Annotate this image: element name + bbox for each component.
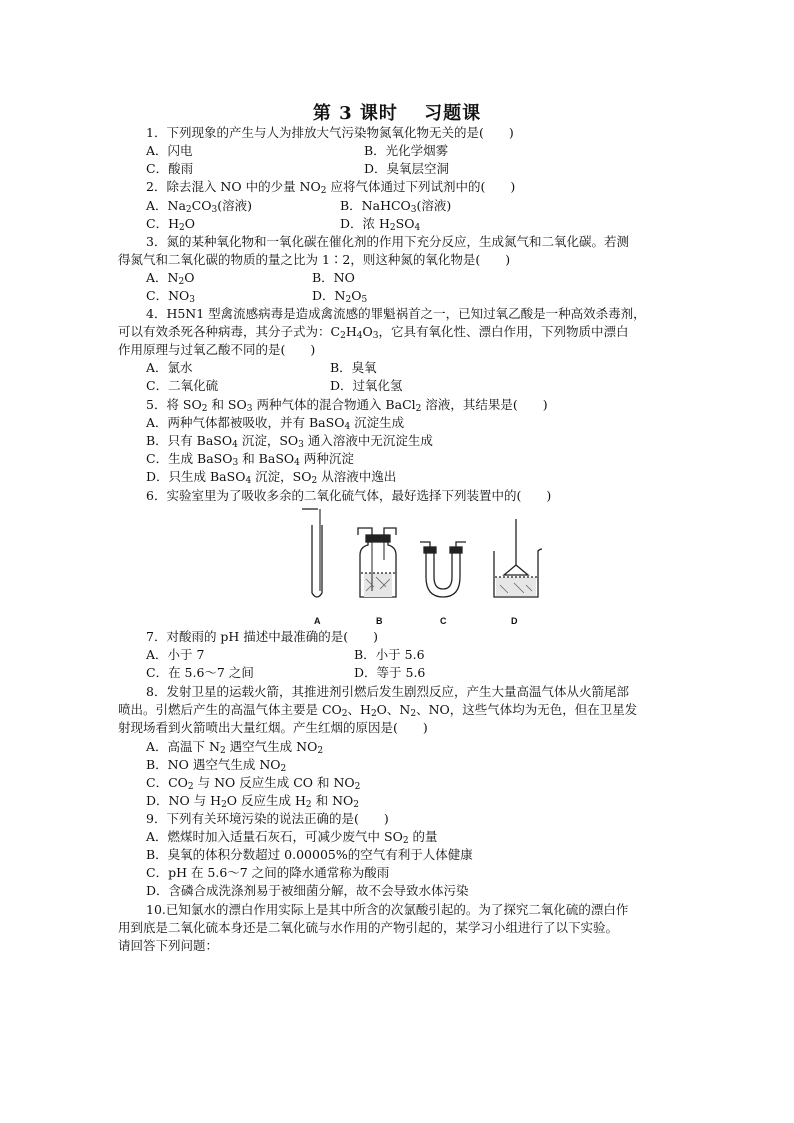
q2-option-c: C．$H_2O$: [146, 216, 195, 233]
q7-option-c: C．在 5.6～7 之间: [146, 665, 254, 680]
q1-option-b: B．光化学烟雾: [364, 143, 449, 158]
q4-option-b: B．臭氧: [330, 360, 377, 375]
q7-option-d: D．等于 5.6: [354, 665, 426, 680]
q7-option-a: A．小于 7: [146, 647, 205, 662]
q8-stem-line3: 射现场看到火箭喷出大量红烟。产生红烟的原因是( ): [118, 720, 428, 735]
q4-stem-line3: 作用原理与过氧乙酸不同的是( ): [118, 342, 316, 357]
apparatus-d-beaker-funnel: [494, 519, 542, 597]
q5-stem: 5．将 $SO_2$ 和 $SO_3$ 两种气体的混合物通入 BaCl$_2$ 溶液，其结果是( ): [146, 397, 548, 414]
q1-option-a: A．闪电: [146, 143, 193, 158]
q9-option-c: C．pH 在 5.6～7 之间的降水通常称为酸雨: [146, 865, 390, 880]
q9-stem: 9．下列有关环境污染的说法正确的是( ): [146, 811, 389, 826]
q8-option-a: A．高温下 $N_2$ 遇空气生成 $NO_2$: [146, 739, 324, 756]
q8-option-b: B．NO 遇空气生成 $NO_2$: [146, 757, 287, 774]
q2-option-d: D．浓 $H_2SO_4$: [340, 216, 421, 233]
q4-option-c: C．二氧化硫: [146, 378, 219, 393]
apparatus-label-b: B: [376, 616, 383, 626]
q2-option-a: A．$Na_2CO_3$(溶液): [146, 198, 252, 215]
q5-option-a: A．两种气体都被吸收，并有 BaSO$_4$ 沉淀生成: [146, 415, 405, 432]
q5-option-b: B．只有 BaSO$_4$ 沉淀，$SO_3$ 通入溶液中无沉淀生成: [146, 433, 433, 450]
q3-option-c: C．$NO_3$: [146, 288, 195, 305]
q5-option-c: C．生成 BaSO$_3$ 和 BaSO$_4$ 两种沉淀: [146, 451, 354, 468]
q8-option-c: C．$CO_2$ 与 NO 反应生成 CO 和 $NO_2$: [146, 775, 361, 792]
q1-stem: 1．下列现象的产生与人为排放大气污染物氮氧化物无关的是( ): [146, 125, 514, 140]
q10-stem-line1: 10.已知氯水的漂白作用实际上是其中所含的次氯酸引起的。为了探究二氧化硫的漂白作: [146, 902, 629, 917]
apparatus-label-d: D: [511, 616, 518, 626]
q1-option-d: D．臭氧层空洞: [364, 161, 450, 176]
q4-option-a: A．氯水: [146, 360, 193, 375]
q4-option-d: D．过氧化氢: [330, 378, 403, 393]
apparatus-c-u-tube: [420, 542, 466, 597]
q3-option-b: B．NO: [312, 270, 355, 285]
q3-option-a: A．$N_2O$: [146, 270, 195, 287]
q9-option-d: D．含磷合成洗涤剂易于被细菌分解，故不会导致水体污染: [146, 883, 469, 898]
q5-option-d: D．只生成 BaSO$_4$ 沉淀，$SO_2$ 从溶液中逸出: [146, 469, 397, 486]
q8-stem-line1: 8．发射卫星的运载火箭，其推进剂引燃后发生剧烈反应，产生大量高温气体从火箭尾部: [146, 684, 629, 699]
q6-stem: 6．实验室里为了吸收多余的二氧化硫气体，最好选择下列装置中的( ): [146, 488, 552, 503]
q8-option-d: D．NO 与 $H_2O$ 反应生成 $H_2$ 和 $NO_2$: [146, 793, 360, 810]
apparatus-figure: [280, 505, 550, 610]
q4-stem-line2: 可以有效杀死各种病毒，其分子式为：$C_2H_4O_3$，它具有氧化性、漂白作用，下列物质中漂白: [118, 324, 629, 341]
q2-stem: 2．除去混入 NO 中的少量 $NO_2$ 应将气体通过下列试剂中的( ): [146, 179, 516, 196]
apparatus-b-wash-bottle: [358, 528, 396, 597]
q4-stem-line1: 4．H5N1 型禽流感病毒是造成禽流感的罪魁祸首之一，已知过氧乙酸是一种高效杀毒剂，: [146, 306, 646, 321]
q9-option-a: A．燃煤时加入适量石灰石，可减少废气中 $SO_2$ 的量: [146, 829, 438, 846]
q7-option-b: B．小于 5.6: [354, 647, 425, 662]
apparatus-label-c: C: [440, 616, 447, 626]
q3-stem-line2: 得氮气和二氧化碳的物质的量之比为 1∶2，则这种氮的氧化物是( ): [118, 252, 511, 267]
apparatus-a-test-tube: [302, 509, 322, 597]
q1-option-c: C．酸雨: [146, 161, 194, 176]
q8-stem-line2: 喷出。引燃后产生的高温气体主要是 $CO_2$、$H_2O$、$N_2$、NO，这些气体均为无色，但在卫星发: [118, 702, 638, 719]
q7-stem: 7．对酸雨的 pH 描述中最准确的是( ): [146, 629, 379, 644]
q10-stem-line3: 请回答下列问题：: [118, 938, 219, 953]
q3-option-d: D．$N_2O_5$: [312, 288, 368, 305]
page-title: 第 3 课时 习题课: [312, 103, 482, 124]
q10-stem-line2: 用到底是二氧化硫本身还是二氧化硫与水作用的产物引起的，某学习小组进行了以下实验。: [118, 920, 619, 935]
q3-stem-line1: 3．氮的某种氧化物和一氧化碳在催化剂的作用下充分反应，生成氮气和二氧化碳。若测: [146, 234, 629, 249]
q9-option-b: B．臭氧的体积分数超过 0.00005%的空气有利于人体健康: [146, 847, 473, 862]
q2-option-b: B．NaHCO$_3$(溶液): [340, 198, 452, 215]
apparatus-label-a: A: [314, 616, 321, 626]
